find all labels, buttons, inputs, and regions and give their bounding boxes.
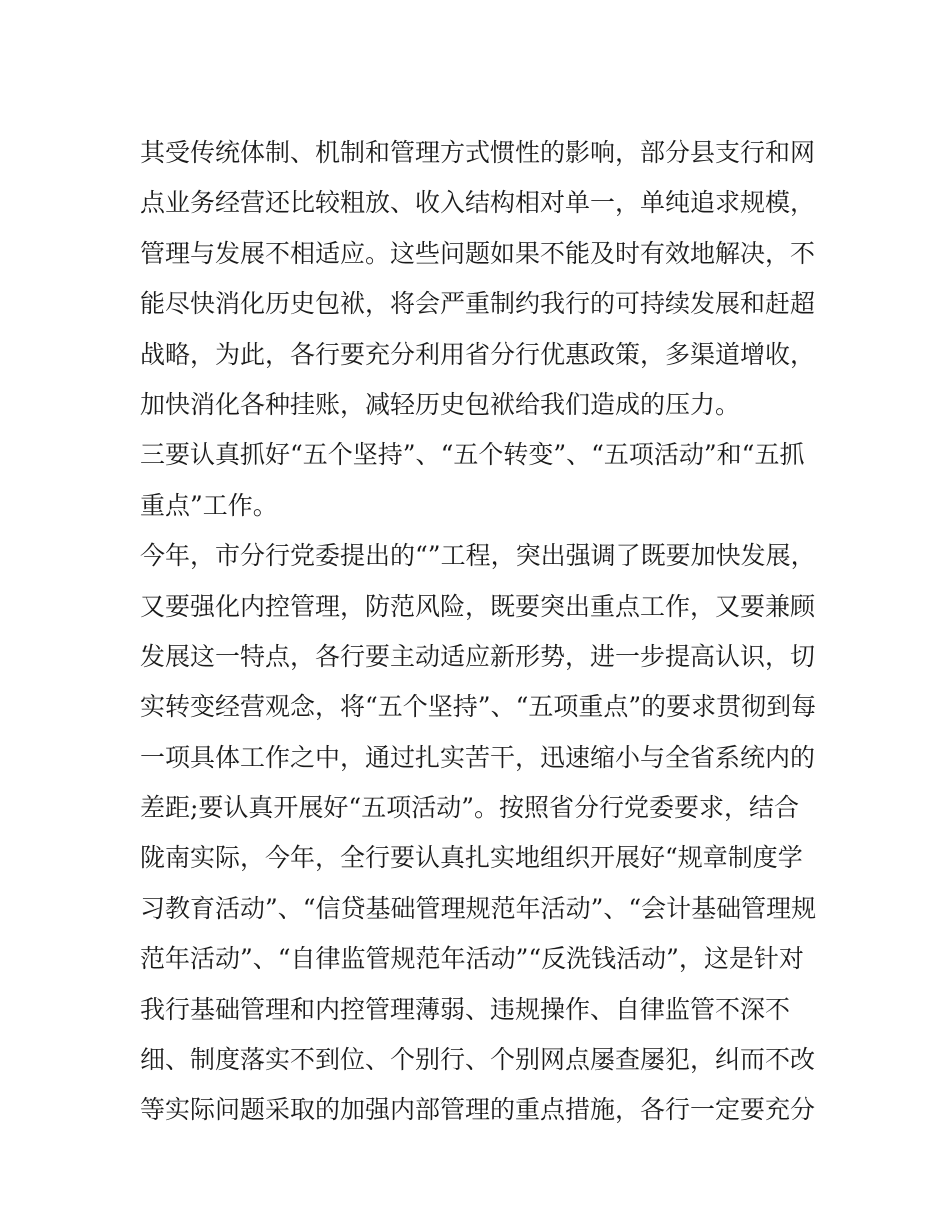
- text-line: 习教育活动”、“信贷基础管理规范年活动”、“会计基础管理规: [140, 893, 817, 923]
- text-line: 我行基础管理和内控管理薄弱、违规操作、自律监管不深不: [140, 994, 791, 1024]
- text-line: 战略，为此，各行要充分利用省分行优惠政策，多渠道增收，: [140, 339, 816, 369]
- text-line: 重点”工作。: [140, 490, 278, 520]
- text-line: 发展这一特点，各行要主动适应新形势，进一步提高认识，切: [140, 641, 816, 671]
- text-line: 等实际问题采取的加强内部管理的重点措施，各行一定要充分: [140, 1095, 816, 1125]
- text-line: 范年活动”、“自律监管规范年活动”“反洗钱活动”，这是针对: [140, 944, 804, 974]
- text-line: 今年，市分行党委提出的“”工程，突出强调了既要加快发展，: [140, 541, 816, 571]
- text-line: 三要认真抓好“五个坚持”、“五个转变”、“五项活动”和“五抓: [140, 440, 805, 470]
- text-line: 其受传统体制、机制和管理方式惯性的影响，部分县支行和网: [140, 138, 816, 167]
- body-text: [140, 128, 820, 1136]
- text-line: 能尽快消化历史包袱，将会严重制约我行的可持续发展和赶超: [140, 289, 816, 319]
- text-line: 差距;要认真开展好“五项活动”。按照省分行党委要求，结合: [140, 793, 799, 823]
- text-line: 陇南实际，今年，全行要认真扎实地组织开展好“规章制度学: [140, 843, 803, 873]
- text-line: 一项具体工作之中，通过扎实苦干，迅速缩小与全省系统内的: [140, 742, 816, 772]
- text-line: 加快消化各种挂账，减轻历史包袱给我们造成的压力。: [140, 389, 741, 419]
- text-line: 又要强化内控管理，防范风险，既要突出重点工作，又要兼顾: [140, 591, 816, 621]
- text-line: 管理与发展不相适应。这些问题如果不能及时有效地解决，不: [140, 238, 816, 268]
- text-line: 细、制度落实不到位、个别行、个别网点屡查屡犯，纠而不改: [140, 1045, 816, 1075]
- text-line: 点业务经营还比较粗放、收入结构相对单一，单纯追求规模，: [140, 188, 816, 218]
- text-line: 实转变经营观念，将“五个坚持”、“五项重点”的要求贯彻到每: [140, 692, 817, 722]
